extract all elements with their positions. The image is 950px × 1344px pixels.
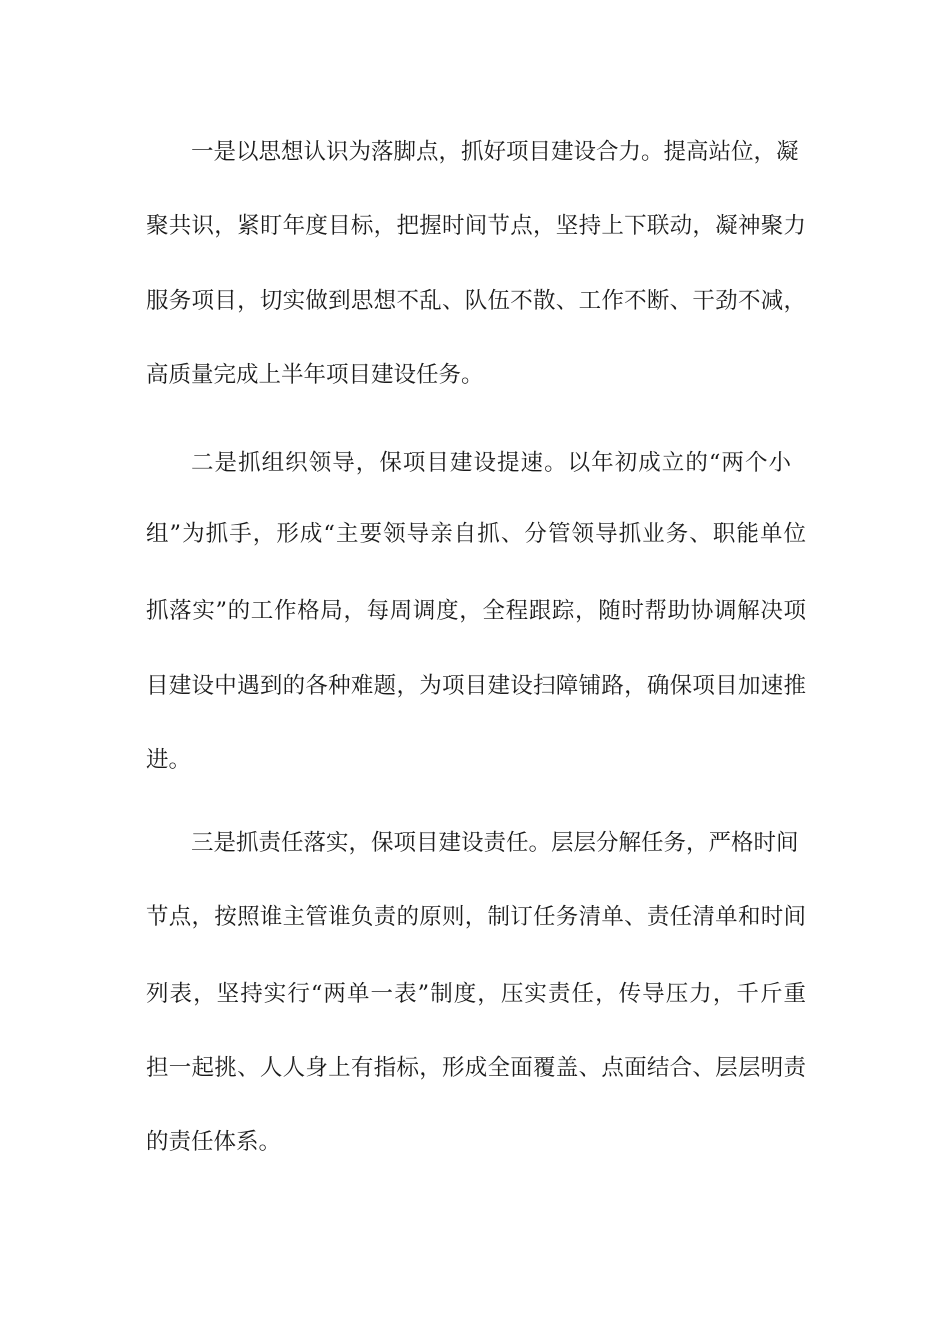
paragraph-line: 担一起挑、人人身上有指标，形成全面覆盖、点面结合、层层明责 — [146, 1055, 806, 1081]
paragraph-line: 列表，坚持实行“两单一表”制度，压实责任，传导压力，千斤重 — [146, 981, 806, 1007]
paragraph-line: 的责任体系。 — [146, 1129, 282, 1155]
paragraph-line: 服务项目，切实做到思想不乱、队伍不散、工作不断、干劲不减， — [146, 288, 806, 314]
paragraph-line: 组”为抓手，形成“主要领导亲自抓、分管领导抓业务、职能单位 — [146, 521, 806, 547]
paragraph-line: 进。 — [146, 747, 192, 773]
paragraph-line: 节点，按照谁主管谁负责的原则，制订任务清单、责任清单和时间 — [146, 904, 806, 930]
paragraph-line: 一是以思想认识为落脚点，抓好项目建设合力。提高站位，凝 — [191, 139, 799, 165]
paragraph-line: 目建设中遇到的各种难题，为项目建设扫障铺路，确保项目加速推 — [146, 673, 806, 699]
paragraph-line: 抓落实”的工作格局，每周调度，全程跟踪，随时帮助协调解决项 — [146, 598, 806, 624]
paragraph-line: 高质量完成上半年项目建设任务。 — [146, 362, 484, 388]
paragraph-line: 三是抓责任落实，保项目建设责任。层层分解任务，严格时间 — [191, 830, 799, 856]
paragraph-line: 聚共识，紧盯年度目标，把握时间节点，坚持上下联动，凝神聚力 — [146, 213, 806, 239]
paragraph-line: 二是抓组织领导，保项目建设提速。以年初成立的“两个小 — [191, 450, 791, 476]
